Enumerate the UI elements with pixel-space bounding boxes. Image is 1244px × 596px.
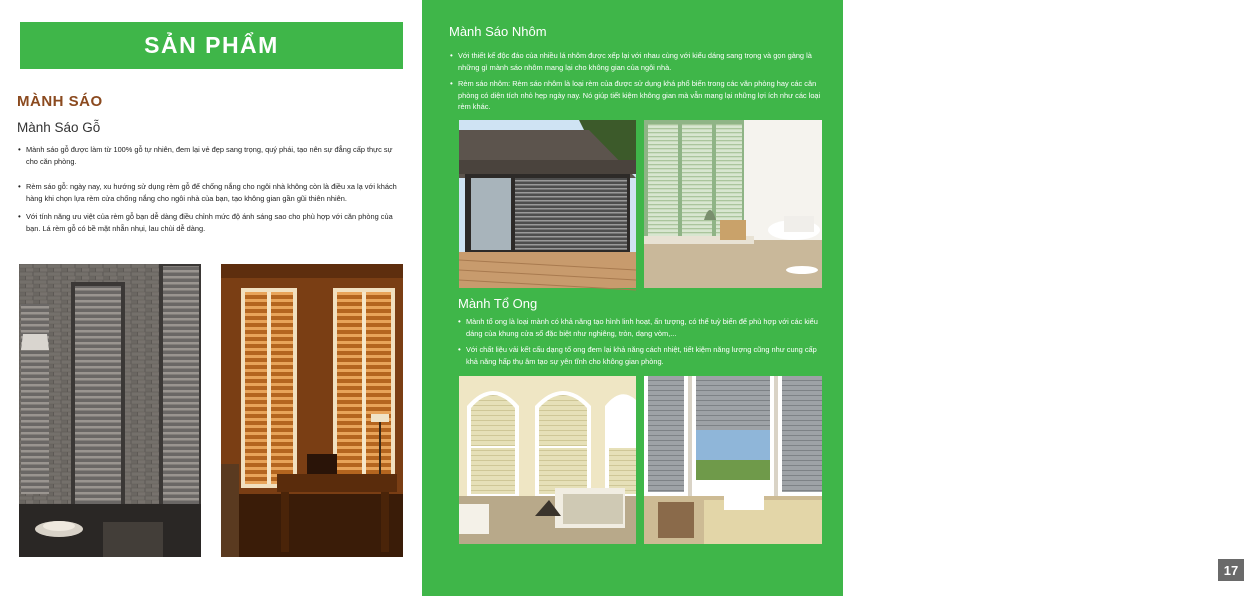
bullet-dot-icon: •	[450, 79, 453, 88]
honeycomb-blinds-photo-arched	[459, 376, 636, 544]
section-title-honeycomb-blinds: Mành Tổ Ong	[458, 296, 538, 311]
banner-title: SẢN PHẨM	[144, 32, 279, 58]
bullet-dot-icon: •	[458, 317, 461, 326]
left-page	[0, 0, 422, 596]
right-page	[422, 0, 1239, 596]
bullet-text: Rèm sáo gỗ: ngày nay, xu hướng sử dụng rèm gỗ để chống nắng cho ngôi nhà không còn là điều xa lạ với khách hàng khi chọn lựa rèm cửa chống nắng cho ngôi nhà của bạn, tạo không gian gần gũi thiên nhiên.	[26, 182, 397, 203]
bullet-text: Với chất liệu vải kết cấu dạng tổ ong đem lại khả năng cách nhiệt, tiết kiệm năng lượng cũng như cung cấp khả năng hấp thụ âm tạo sự yên tĩnh cho không gian phòng.	[466, 345, 817, 366]
subsection-title-wood-blinds: Mành Sáo Gỗ	[17, 120, 101, 135]
bullet-item	[18, 144, 403, 167]
bullet-dot-icon: •	[458, 345, 461, 354]
bullet-item	[450, 50, 830, 73]
honeycomb-blinds-photo-bedroom	[644, 376, 822, 544]
bullet-item	[18, 181, 403, 204]
aluminum-blinds-bullet-list	[450, 50, 830, 118]
title-banner	[20, 22, 403, 69]
bullet-text: Rèm sáo nhôm: Rèm sáo nhôm là loại rèm của được sử dụng khá phổ biến trong các văn phòng hay các căn phòng có diện tích nhỏ hẹp ngày nay. Nó giúp tiết kiệm không gian mà vẫn mang lại những lợi ích như các loại rèm khác.	[458, 79, 821, 111]
bullet-text: Mành sáo gỗ được làm từ 100% gỗ tự nhiên, đem lại vẻ đẹp sang trọng, quý phái, tạo nên sự đẳng cấp thực sự cho căn phòng.	[26, 145, 393, 166]
wood-blinds-bullet-list	[18, 144, 403, 245]
aluminum-blinds-photo-exterior	[459, 120, 636, 288]
bullet-text: Mành tổ ong là loại mành có khả năng tạo hình linh hoạt, ấn tượng, có thể tuỳ biến để phù hợp với các kiểu dáng của khung cửa sổ đặc biệt như nghiêng, tròn, dạng vòm,...	[466, 317, 818, 338]
bullet-item	[18, 211, 403, 234]
bullet-item	[458, 316, 830, 339]
wood-blinds-photo-grey	[19, 264, 201, 557]
honeycomb-blinds-bullet-list	[458, 316, 830, 372]
bullet-text: Với tính năng ưu việt của rèm gỗ bạn dễ dàng điều chỉnh mức độ ánh sáng sao cho phù hợp với căn phòng của bạn. Lá rèm gỗ có bề mặt nhẵn nhụi, lau chùi dễ dàng.	[26, 212, 393, 233]
page-number: 17	[1218, 559, 1244, 581]
bullet-text: Với thiết kế độc đáo của nhiều lá nhôm được xếp lại với nhau cùng với kiểu dáng sang trọng và gọn gàng là những gì mành sáo nhôm mang lại cho không gian của ngôi nhà.	[458, 51, 812, 72]
bullet-item	[450, 78, 830, 113]
wood-blinds-photo-warm	[221, 264, 403, 557]
bullet-item	[458, 344, 830, 367]
bullet-dot-icon: •	[18, 145, 21, 154]
bullet-dot-icon: •	[18, 212, 21, 221]
aluminum-blinds-photo-interior	[644, 120, 822, 288]
section-title: MÀNH SÁO	[17, 93, 103, 110]
section-title-aluminum-blinds: Mành Sáo Nhôm	[449, 24, 547, 39]
bullet-dot-icon: •	[450, 51, 453, 60]
bullet-dot-icon: •	[18, 182, 21, 191]
